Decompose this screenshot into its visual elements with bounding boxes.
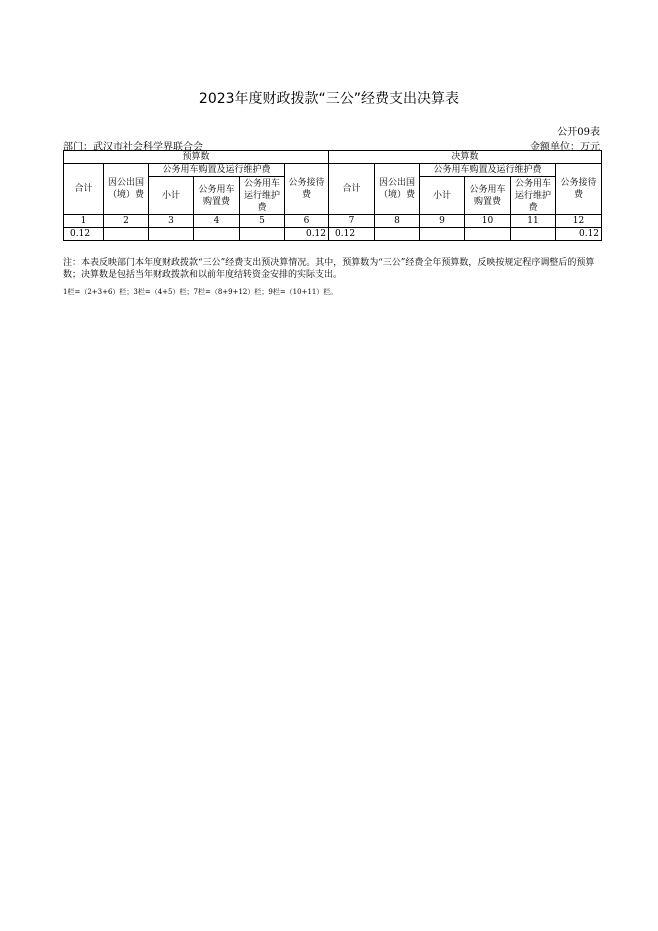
final-subtotal-value [420,228,465,241]
department-label: 部门：武汉市社会科学界联合会 [63,142,203,153]
col-number: 2 [104,215,149,228]
budget-abroad-value [104,228,149,241]
final-vehicle-purchase-value [465,228,511,241]
budget-reception-header: 公务接待费 [285,164,329,215]
table-note: 注：本表反映部门本年度财政拨款“三公”经费支出预决算情况。其中，预算数为“三公”经费全年预算数，反映按规定程序调整后的预算数；决算数是包括当年财政拨款和以前年度结转资金安排的实际支出。 [63,258,595,280]
budget-abroad-header: 因公出国（境）费 [104,164,149,215]
col-number: 11 [511,215,556,228]
column-formula-note: 1栏=（2+3+6）栏；3栏=（4+5）栏；7栏=（8+9+12）栏；9栏=（10+11）栏。 [63,288,338,296]
budget-vehicle-purchase-value [194,228,240,241]
col-number: 6 [285,215,329,228]
budget-vehicle-header: 公务用车购置及运行维护费 [149,164,285,177]
final-header: 决算数 [329,151,602,164]
budget-subtotal-header: 小计 [149,177,194,215]
col-number: 10 [465,215,511,228]
column-number-row [64,215,602,228]
header-row-2 [64,164,602,177]
final-vehicle-header: 公务用车购置及运行维护费 [420,164,556,177]
page-title: 2023年度财政拨款“三公”经费支出决算表 [198,91,460,107]
col-number: 12 [556,215,602,228]
final-abroad-value [375,228,420,241]
final-vehicle-maint-header: 公务用车运行维护费 [511,177,556,215]
final-subtotal-header: 小计 [420,177,465,215]
budget-vehicle-maint-header: 公务用车运行维护费 [240,177,285,215]
col-number: 4 [194,215,240,228]
col-number: 9 [420,215,465,228]
final-abroad-header: 因公出国（境）费 [375,164,420,215]
header-row-1 [64,151,602,164]
amount-unit-label: 金额单位：万元 [530,142,600,153]
data-row [64,228,602,241]
col-number: 1 [64,215,104,228]
col-number: 8 [375,215,420,228]
col-number: 7 [329,215,375,228]
final-total-value: 0.12 [329,228,375,241]
final-reception-value: 0.12 [556,228,602,241]
budget-vehicle-purchase-header: 公务用车购置费 [194,177,240,215]
budget-subtotal-value [149,228,194,241]
budget-total-value: 0.12 [64,228,104,241]
col-number: 3 [149,215,194,228]
budget-header: 预算数 [64,151,329,164]
budget-total-header: 合计 [64,164,104,215]
budget-reception-value: 0.12 [285,228,329,241]
budget-vehicle-maint-value [240,228,285,241]
final-vehicle-maint-value [511,228,556,241]
three-public-expenses-table [63,150,602,241]
final-reception-header: 公务接待费 [556,164,602,215]
col-number: 5 [240,215,285,228]
final-vehicle-purchase-header: 公务用车购置费 [465,177,511,215]
form-number: 公开09表 [557,127,600,138]
final-total-header: 合计 [329,164,375,215]
